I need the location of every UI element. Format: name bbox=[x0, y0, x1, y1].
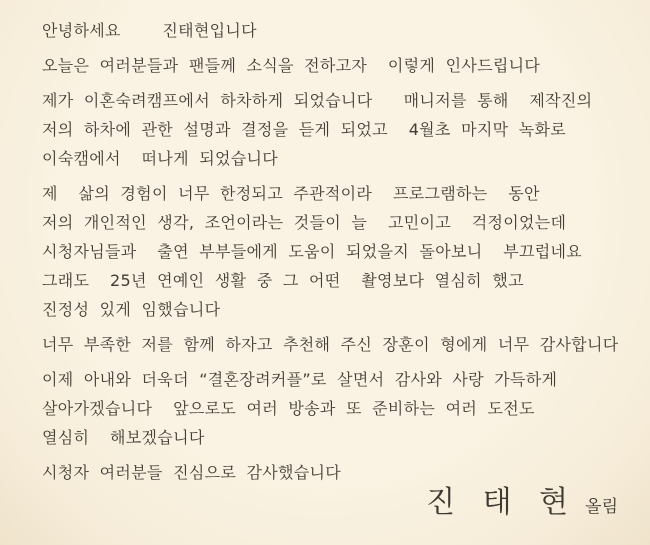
departure-paragraph bbox=[42, 86, 636, 173]
letter-line: 열심히 해보겠습니다 bbox=[42, 428, 205, 447]
letter-line: 살아가겠습니다 앞으로도 여러 방송과 또 준비하는 여러 도전도 bbox=[42, 399, 535, 418]
letter-line: 시청자님들과 출연 부부들에게 도움이 되었을지 돌아보니 부끄럽네요 bbox=[42, 242, 583, 261]
thanks-paragraph bbox=[42, 330, 636, 359]
letter-line: 그래도 25년 연예인 생활 중 그 어떤 촬영보다 열심히 했고 bbox=[42, 271, 524, 290]
future-paragraph bbox=[42, 365, 636, 452]
letter-line: 너무 부족한 저를 함께 하자고 추천해 주신 장훈이 형에게 너무 감사합니다 bbox=[42, 335, 619, 354]
letter-line: 안녕하세요 진태현입니다 bbox=[42, 21, 257, 40]
letter-line: 이제 아내와 더욱더 “결혼장려커플”로 살면서 감사와 사랑 가득하게 bbox=[42, 370, 558, 389]
letter-line: 진정성 있게 임했습니다 bbox=[42, 300, 221, 319]
greeting-paragraph bbox=[42, 16, 636, 45]
letter-line: 제 삶의 경험이 너무 한정되고 주관적이라 프로그램하는 동안 bbox=[42, 184, 540, 203]
letter-line: 제가 이혼숙려캠프에서 하차하게 되었습니다 매니저를 통해 제작진의 bbox=[42, 91, 593, 110]
signature-suffix: 올림 bbox=[585, 497, 618, 517]
letter-line: 오늘은 여러분들과 팬들께 소식을 전하고자 이렇게 인사드립니다 bbox=[42, 56, 541, 75]
handwritten-letter bbox=[42, 16, 636, 493]
letter-line: 저의 하차에 관한 설명과 결정을 듣게 되었고 4월초 마지막 녹화로 bbox=[42, 120, 566, 139]
signature-name: 진 태 현 bbox=[426, 485, 578, 520]
signature bbox=[426, 477, 618, 521]
letter-line: 이숙캠에서 떠나게 되었습니다 bbox=[42, 149, 278, 168]
intro-paragraph bbox=[42, 51, 636, 80]
reflection-paragraph bbox=[42, 179, 636, 324]
letter-line: 시청자 여러분들 진심으로 감사했습니다 bbox=[42, 463, 342, 482]
letter-line: 저의 개인적인 생각, 조언이라는 것들이 늘 고민이고 걱정이었는데 bbox=[42, 213, 567, 232]
